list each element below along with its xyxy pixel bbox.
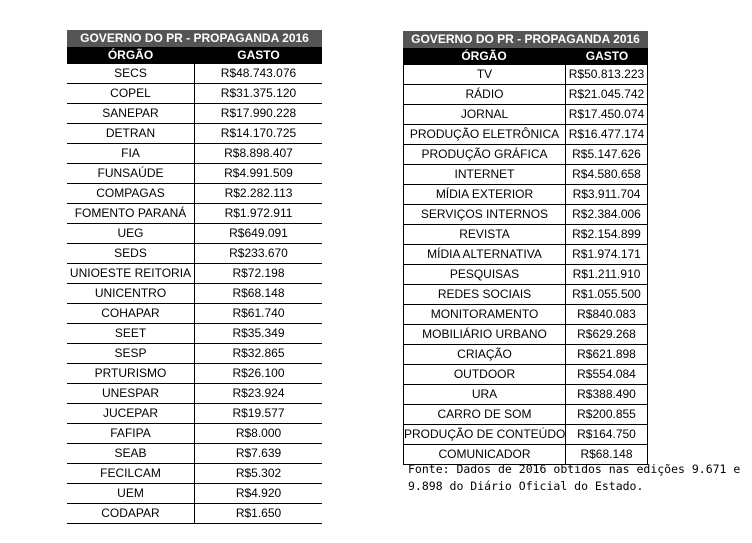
cell-gasto: R$388.490 — [566, 385, 648, 404]
cell-orgao: URA — [403, 385, 566, 404]
cell-gasto: R$72.198 — [232, 266, 285, 280]
cell-orgao: MONITORAMENTO — [403, 305, 566, 324]
table-row — [67, 64, 322, 84]
cell-gasto: R$4.580.658 — [566, 165, 648, 184]
table-row — [403, 165, 648, 185]
cell-orgao: UNICENTRO — [67, 284, 195, 303]
table-row — [67, 424, 322, 444]
column-header-orgao: ÓRGÃO — [67, 47, 195, 64]
cell-orgao: SEAB — [67, 444, 195, 463]
table-row — [67, 344, 322, 364]
table-row — [403, 105, 648, 125]
media-spending-table — [403, 31, 648, 465]
table-row — [67, 444, 322, 464]
cell-orgao: FOMENTO PARANÁ — [67, 204, 195, 223]
cell-gasto: R$4.991.509 — [224, 166, 293, 180]
table-row — [67, 304, 322, 324]
cell-orgao: COPEL — [67, 84, 195, 103]
cell-orgao: FECILCAM — [67, 464, 195, 483]
table-title: GOVERNO DO PR - PROPAGANDA 2016 — [403, 31, 648, 48]
cell-gasto: R$14.170.725 — [220, 126, 297, 140]
column-header-gasto: GASTO — [585, 49, 629, 63]
cell-orgao: OUTDOOR — [403, 365, 566, 384]
cell-gasto: R$19.577 — [232, 406, 285, 420]
cell-orgao: PRODUÇÃO ELETRÔNICA — [403, 125, 566, 144]
cell-orgao: PRODUÇÃO DE CONTEÚDO — [403, 425, 566, 444]
cell-gasto: R$5.302 — [235, 466, 282, 480]
cell-gasto: R$1.211.910 — [566, 265, 648, 284]
table-row — [67, 224, 322, 244]
cell-gasto: R$1.974.171 — [566, 245, 648, 264]
table-row — [403, 85, 648, 105]
cell-gasto: R$68.148 — [232, 286, 285, 300]
cell-gasto: R$61.740 — [232, 306, 285, 320]
table-row — [67, 364, 322, 384]
cell-gasto: R$840.083 — [566, 305, 648, 324]
table-row — [67, 404, 322, 424]
table-row — [403, 205, 648, 225]
cell-gasto: R$32.865 — [232, 346, 285, 360]
cell-gasto: R$621.898 — [566, 345, 648, 364]
cell-gasto: R$554.084 — [566, 365, 648, 384]
cell-gasto: R$26.100 — [232, 366, 285, 380]
cell-gasto: R$200.855 — [566, 405, 648, 424]
cell-orgao: PRTURISMO — [67, 364, 195, 383]
source-note: Fonte: Dados de 2016 obtidos nas edições 9.671 e 9.898 do Diário Oficial do Estado. — [408, 462, 741, 493]
table-row — [67, 204, 322, 224]
table-row — [403, 325, 648, 345]
table-row — [403, 265, 648, 285]
orgao-spending-table — [67, 30, 322, 524]
cell-gasto: R$17.450.074 — [566, 105, 648, 124]
cell-gasto: R$2.384.006 — [566, 205, 648, 224]
table-row — [403, 385, 648, 405]
cell-orgao: SECS — [67, 64, 195, 83]
cell-orgao: RÁDIO — [403, 85, 566, 104]
table-row — [403, 245, 648, 265]
table-title: GOVERNO DO PR - PROPAGANDA 2016 — [67, 30, 322, 47]
cell-orgao: PESQUISAS — [403, 265, 566, 284]
table-row — [67, 144, 322, 164]
cell-gasto: R$16.477.174 — [566, 125, 648, 144]
cell-gasto: R$1.650 — [235, 506, 282, 520]
cell-orgao: MÍDIA EXTERIOR — [403, 185, 566, 204]
cell-orgao: CODAPAR — [67, 504, 195, 523]
cell-gasto: R$1.055.500 — [566, 285, 648, 304]
cell-orgao: COMUNICADOR — [403, 445, 566, 464]
table-row — [403, 345, 648, 365]
table-row — [67, 104, 322, 124]
cell-orgao: COHAPAR — [67, 304, 195, 323]
cell-orgao: MOBILIÁRIO URBANO — [403, 325, 566, 344]
cell-gasto: R$5.147.626 — [566, 145, 648, 164]
table-row — [67, 264, 322, 284]
cell-gasto: R$164.750 — [566, 425, 648, 444]
table-row — [403, 125, 648, 145]
cell-orgao: UEM — [67, 484, 195, 503]
cell-gasto: R$233.670 — [229, 246, 288, 260]
table-row — [67, 484, 322, 504]
cell-orgao: PRODUÇÃO GRÁFICA — [403, 145, 566, 164]
table-row — [67, 464, 322, 484]
cell-orgao: SEDS — [67, 244, 195, 263]
table-row — [67, 84, 322, 104]
table-row — [403, 425, 648, 445]
table-row — [403, 285, 648, 305]
cell-gasto: R$31.375.120 — [220, 86, 297, 100]
column-header-orgao: ÓRGÃO — [403, 48, 566, 65]
cell-orgao: UEG — [67, 224, 195, 243]
table-row — [67, 284, 322, 304]
cell-orgao: REVISTA — [403, 225, 566, 244]
cell-gasto: R$4.920 — [235, 486, 282, 500]
cell-orgao: MÍDIA ALTERNATIVA — [403, 245, 566, 264]
cell-orgao: UNESPAR — [67, 384, 195, 403]
cell-orgao: FUNSAÚDE — [67, 164, 195, 183]
table-row — [403, 65, 648, 85]
cell-gasto: R$7.639 — [235, 446, 282, 460]
cell-gasto: R$1.972.911 — [224, 206, 293, 220]
cell-orgao: FAFIPA — [67, 424, 195, 443]
cell-gasto: R$8.898.407 — [224, 146, 293, 160]
cell-orgao: INTERNET — [403, 165, 566, 184]
table-body — [403, 65, 648, 465]
table-row — [67, 184, 322, 204]
table-row — [67, 164, 322, 184]
cell-orgao: FIA — [67, 144, 195, 163]
cell-orgao: SESP — [67, 344, 195, 363]
table-row — [403, 145, 648, 165]
cell-orgao: UNIOESTE REITORIA — [67, 264, 195, 283]
column-header-gasto: GASTO — [237, 48, 280, 62]
table-row — [67, 384, 322, 404]
cell-orgao: CARRO DE SOM — [403, 405, 566, 424]
cell-orgao: SERVIÇOS INTERNOS — [403, 205, 566, 224]
cell-gasto: R$23.924 — [232, 386, 285, 400]
table-row — [403, 305, 648, 325]
cell-orgao: DETRAN — [67, 124, 195, 143]
cell-gasto: R$2.154.899 — [566, 225, 648, 244]
cell-orgao: REDES SOCIAIS — [403, 285, 566, 304]
table-row — [67, 324, 322, 344]
table-row — [403, 405, 648, 425]
cell-gasto: R$649.091 — [229, 226, 288, 240]
cell-gasto: R$2.282.113 — [224, 186, 293, 200]
cell-orgao: SEET — [67, 324, 195, 343]
cell-orgao: COMPAGAS — [67, 184, 195, 203]
table-row — [403, 225, 648, 245]
table-row — [403, 365, 648, 385]
cell-gasto: R$50.813.223 — [566, 65, 648, 84]
cell-orgao: TV — [403, 65, 566, 84]
cell-gasto: R$17.990.228 — [220, 106, 297, 120]
table-header — [67, 47, 322, 64]
table-row — [67, 124, 322, 144]
cell-gasto: R$68.148 — [566, 445, 648, 464]
cell-orgao: CRIAÇÃO — [403, 345, 566, 364]
cell-orgao: JUCEPAR — [67, 404, 195, 423]
cell-gasto: R$629.268 — [566, 325, 648, 344]
cell-gasto: R$3.911.704 — [566, 185, 648, 204]
cell-gasto: R$48.743.076 — [220, 66, 297, 80]
table-row — [403, 185, 648, 205]
cell-orgao: SANEPAR — [67, 104, 195, 123]
cell-gasto: R$35.349 — [232, 326, 285, 340]
table-row — [67, 504, 322, 524]
table-row — [67, 244, 322, 264]
cell-orgao: JORNAL — [403, 105, 566, 124]
cell-gasto: R$8.000 — [235, 426, 282, 440]
table-body — [67, 64, 322, 524]
cell-gasto: R$21.045.742 — [566, 85, 648, 104]
table-header — [403, 48, 648, 65]
